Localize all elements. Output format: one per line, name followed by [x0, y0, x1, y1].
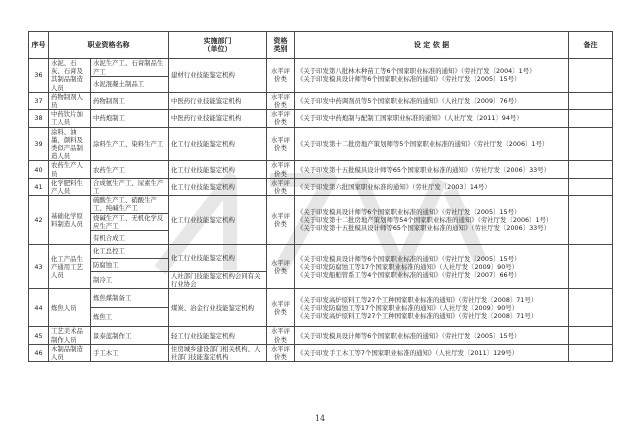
note-cell — [569, 289, 613, 327]
table-row — [29, 196, 613, 213]
row-number: 41 — [29, 178, 49, 195]
table-row — [29, 110, 613, 127]
header-dept-line2: （单位） — [203, 44, 232, 53]
header-type — [267, 32, 295, 59]
work-type: 手工木工 — [91, 344, 169, 361]
occupation-name: 水泥、石灰、石膏及其制品制造人员 — [49, 59, 91, 93]
basis-document: 《关于印发第十二批房地产策划师等5个国家职业标准的通知》（劳社厅发〔2006〕1号） — [297, 139, 549, 148]
header-type-line1: 资格 — [273, 35, 288, 45]
table-row — [29, 289, 613, 308]
work-type: 中药炮制工 — [91, 110, 169, 127]
work-type: 水泥混凝土制品工 — [91, 77, 169, 93]
work-type: 炼焦煤制备工 — [91, 289, 169, 308]
work-type: 农药生产工 — [91, 161, 169, 178]
header-name: 职业资格名称 — [49, 32, 169, 59]
qualification-type: 水平评价类 — [267, 92, 295, 109]
work-type: 涂料生产工、染料生产工 — [91, 127, 169, 161]
occupation-name: 涂料、油墨、颜料及类似产品制造人员 — [49, 127, 91, 161]
qualification-type: 水平评价类 — [267, 161, 295, 178]
work-type: 炼焦工 — [91, 308, 169, 327]
implementing-department: 化工行业技能鉴定机构 — [169, 178, 267, 195]
basis-document: 《关于印发中药调剂员等5个国家职业标准的通知》（人社厅发〔2009〕76号） — [297, 96, 521, 105]
basis-document: 《关于印发模具设计师等6个国家职业标准的通知》（劳社厅发〔2005〕15号） — [297, 208, 521, 217]
note-cell — [569, 161, 613, 178]
legal-basis — [295, 92, 569, 109]
qualification-type: 水平评价类 — [267, 59, 295, 93]
table-row — [29, 92, 613, 109]
implementing-department: 煤炭、冶金行业技能鉴定机构 — [169, 289, 267, 327]
occupation-name: 炼焦人员 — [49, 289, 91, 327]
header-note: 备注 — [569, 32, 613, 59]
occupation-name: 化学肥料生产人员 — [49, 178, 91, 195]
note-cell — [569, 245, 613, 289]
implementing-department: 建材行业技能鉴定机构 — [169, 59, 267, 93]
legal-basis — [295, 161, 569, 178]
implementing-department: 中医药行业技能鉴定机构 — [169, 92, 267, 109]
row-number: 43 — [29, 245, 49, 289]
table-header-row — [29, 32, 613, 59]
table-row — [29, 161, 613, 178]
table-row — [29, 59, 613, 77]
qualification-type: 水平评价类 — [267, 245, 295, 289]
legal-basis — [295, 110, 569, 127]
row-number: 46 — [29, 344, 49, 361]
work-type: 烧碱生产工、无机化学反应生产工 — [91, 213, 169, 230]
basis-document: 《关于印发第六批国家职业标准的通知》（劳社厅发〔2003〕14号） — [297, 182, 491, 191]
row-number: 45 — [29, 327, 49, 344]
basis-document: 《关于印发手工木工等7个国家职业标准的通知》（人社厅发〔2011〕129号） — [297, 348, 519, 357]
basis-document: 《关于印发第十二批房地产策划师等54个国家职业标准的通知》（劳社厅发〔2006〕1号） — [297, 216, 553, 225]
qualification-type: 水平评价类 — [267, 178, 295, 195]
legal-basis — [295, 127, 569, 161]
note-cell — [569, 344, 613, 361]
occupation-name: 木制品制造人员 — [49, 344, 91, 361]
table-row — [29, 127, 613, 161]
occupation-name: 药物制剂人员 — [49, 92, 91, 109]
table-row — [29, 245, 613, 258]
table-body — [29, 59, 613, 362]
implementing-department: 轻工行业技能鉴定机构 — [169, 327, 267, 344]
row-number: 36 — [29, 59, 49, 93]
implementing-department: 化工行业技能鉴定机构 — [169, 161, 267, 178]
occupation-name: 基础化学原料制造人员 — [49, 196, 91, 245]
implementing-department: 化工行业技能鉴定机构 — [169, 245, 267, 272]
row-number: 42 — [29, 196, 49, 245]
basis-document: 《关于印发模具设计师等6个国家职业标准的通知》（劳社厅发〔2005〕15号） — [297, 331, 521, 340]
row-number: 37 — [29, 92, 49, 109]
work-type: 硫酸生产工、硝酸生产工、纯碱生产工 — [91, 196, 169, 213]
implementing-department: 住房城乡建设部门相关机构、人社部门技能鉴定机构 — [169, 344, 267, 361]
qualification-type: 水平评价类 — [267, 196, 295, 245]
implementing-department: 化工行业技能鉴定机构 — [169, 127, 267, 161]
basis-document: 《关于印发模具设计师等6个国家职业标准的通知》（劳社厅发〔2005〕15号） — [297, 75, 521, 84]
note-cell — [569, 110, 613, 127]
work-type: 制冷工 — [91, 272, 169, 289]
basis-document: 《关于印发模具设计师等6个国家职业标准的通知》（劳社厅发〔2005〕15号） — [297, 254, 521, 263]
basis-document: 《关于印发防腐蚀工等17个国家职业标准的通知》（人社厅发〔2009〕90号） — [297, 262, 519, 271]
work-type: 防腐蚀工 — [91, 258, 169, 271]
row-number: 44 — [29, 289, 49, 327]
note-cell — [569, 196, 613, 245]
legal-basis — [295, 59, 569, 93]
qualification-type: 水平评价类 — [267, 344, 295, 361]
qualification-type: 水平评价类 — [267, 110, 295, 127]
basis-document: 《关于印发高炉原料工等27个工种国家职业标准的通知》（劳社厅发〔2008〕71号） — [297, 295, 538, 304]
qualification-type: 水平评价类 — [267, 289, 295, 327]
row-number: 40 — [29, 161, 49, 178]
work-type: 景泰蓝制作工 — [91, 327, 169, 344]
work-type: 水泥生产工、石膏制品生产工 — [91, 59, 169, 77]
work-type: 合成氨生产工、尿素生产工 — [91, 178, 169, 195]
basis-document: 《关于印发第八批林木种苗工等6个国家职业标准的通知》（劳社厅发〔2004〕1号） — [297, 67, 536, 76]
table-row — [29, 327, 613, 344]
occupation-name: 农药生产人员 — [49, 161, 91, 178]
work-type: 药物制剂工 — [91, 92, 169, 109]
implementing-department: 中医药行业技能鉴定机构 — [169, 110, 267, 127]
note-cell — [569, 178, 613, 195]
note-cell — [569, 92, 613, 109]
note-cell — [569, 59, 613, 93]
table-row — [29, 344, 613, 361]
legal-basis — [295, 327, 569, 344]
basis-document: 《关于印发防腐蚀工等17个国家职业标准的通知》（人社厅发〔2009〕90号） — [297, 303, 519, 312]
basis-document: 《关于印发第十五批模具设计师等65个国家职业标准的通知》（劳社厅发〔2006〕33号） — [297, 165, 550, 174]
header-dept — [169, 32, 267, 59]
work-type: 有机合成工 — [91, 231, 169, 245]
occupation-name: 化工产品生产通用工艺人员 — [49, 245, 91, 289]
qualification-table — [28, 31, 613, 362]
legal-basis — [295, 178, 569, 195]
qualification-type: 水平评价类 — [267, 327, 295, 344]
row-number: 38 — [29, 110, 49, 127]
occupation-name: 中药饮片加工人员 — [49, 110, 91, 127]
occupation-name: 工艺美术品制作人员 — [49, 327, 91, 344]
header-basis: 设 定 依 据 — [295, 32, 569, 59]
note-cell — [569, 327, 613, 344]
work-type: 化工总控工 — [91, 245, 169, 258]
legal-basis — [295, 196, 569, 245]
legal-basis — [295, 245, 569, 289]
basis-document: 《关于印发第十五批模具设计师等65个国家职业标准的通知》（劳社厅发〔2006〕33号） — [297, 224, 550, 233]
basis-document: 《关于印发船舶管系工等4个国家职业标准的通知》（劳社厅发〔2007〕66号） — [297, 271, 521, 280]
header-dept-line1: 实施部门 — [203, 35, 232, 45]
qualification-type: 水平评价类 — [267, 127, 295, 161]
basis-document: 《关于印发中药炮制与配制工国家职业标准的通知》（人社厅发〔2011〕94号） — [297, 114, 523, 123]
basis-document: 《关于印发高炉原料工等27个工种国家职业标准的通知》（劳社厅发〔2008〕71号） — [297, 312, 538, 321]
header-no: 序号 — [29, 32, 49, 59]
page-number: 14 — [314, 414, 326, 423]
table-row — [29, 178, 613, 195]
legal-basis — [295, 289, 569, 327]
note-cell — [569, 127, 613, 161]
header-type-line2: 类别 — [273, 44, 288, 53]
implementing-department: 化工行业技能鉴定机构 — [169, 196, 267, 245]
legal-basis — [295, 344, 569, 361]
implementing-department-extra: 人社部门技能鉴定机构会同有关行业协会 — [169, 272, 267, 289]
row-number: 39 — [29, 127, 49, 161]
